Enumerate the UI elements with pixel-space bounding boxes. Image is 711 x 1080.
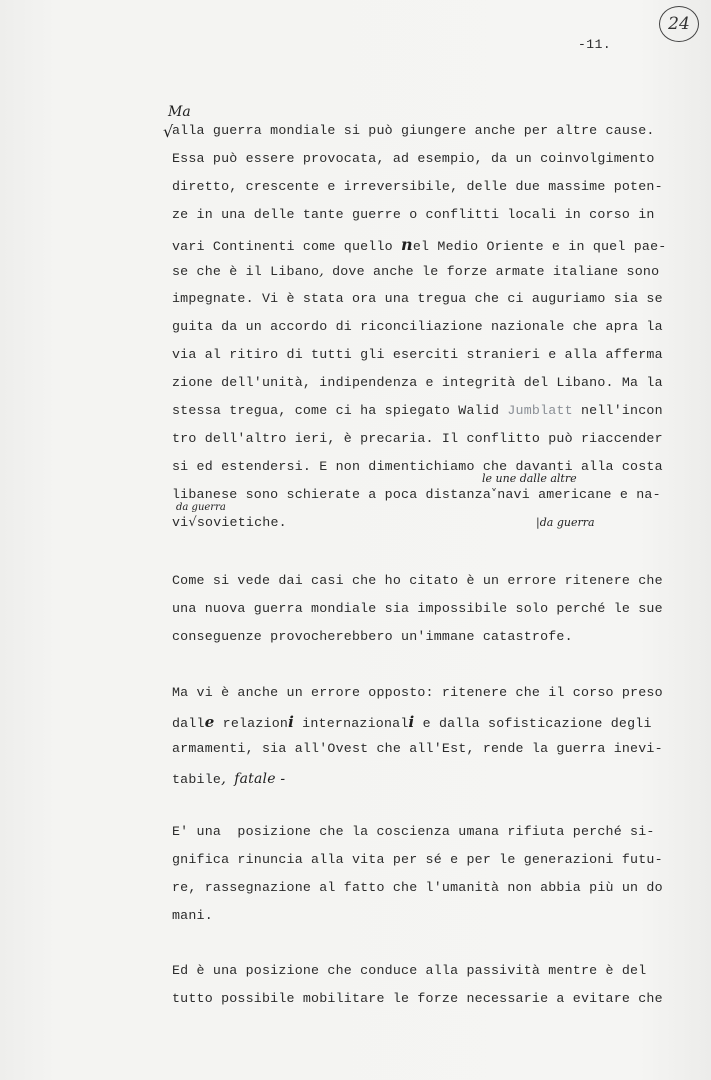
- text-line: Ma vi è anche un errore opposto: ritenere che il corso preso: [172, 685, 663, 700]
- text-line: guita da un accordo di riconciliazione nazionale che apra la: [172, 319, 663, 334]
- text-segment: libanese sono schierate a poca distanza: [172, 487, 491, 502]
- text-line: tro dell'altro ieri, è precaria. Il conflitto può riaccender: [172, 431, 663, 446]
- text-line: gnifica rinuncia alla vita per sé e per le generazioni futu-: [172, 852, 663, 867]
- text-segment: stessa tregua, come ci ha spiegato Walid: [172, 403, 508, 418]
- text-line: [172, 403, 663, 418]
- text-line: [172, 769, 285, 787]
- stamp-number: 24: [668, 14, 690, 34]
- handwritten-da-guerra-2: [536, 516, 595, 529]
- text-line: zione dell'unità, indipendenza e integrità del Libano. Ma la: [172, 375, 663, 390]
- text-line: conseguenze provocherebbero un'immane catastrofe.: [172, 629, 573, 644]
- text-segment: tabile: [172, 772, 222, 787]
- text-segment: vari Continenti come quello: [172, 239, 402, 254]
- handwritten-correction: e: [204, 713, 215, 731]
- handwritten-ma: Ma: [168, 104, 191, 120]
- text-line: diretto, crescente e irreversibile, delle due massime poten-: [172, 179, 663, 194]
- text-segment: e dalla sofisticazione degli: [414, 716, 652, 731]
- handwritten-fatale: fatale -: [234, 771, 286, 787]
- text-line: E' una posizione che la coscienza umana rifiuta perché si-: [172, 824, 655, 839]
- handwritten-correction: i: [288, 713, 294, 731]
- text-segment: se che è il Libano: [172, 264, 320, 279]
- text-line: [172, 263, 659, 279]
- text-segment: internazional: [294, 716, 409, 731]
- text-segment: nell'incon: [572, 403, 663, 418]
- text-line: una nuova guerra mondiale sia impossibile solo perché le sue: [172, 601, 663, 616]
- text-line: ze in una delle tante guerre o conflitti locali in corso in: [172, 207, 655, 222]
- handwritten-correction: n: [401, 235, 413, 254]
- text-line: Ed è una posizione che conduce alla passività mentre è del: [172, 963, 647, 978]
- handwritten-comma: ,: [221, 769, 227, 787]
- text-segment: navi americane e na-: [497, 487, 661, 502]
- text-segment: sovietiche.: [196, 515, 287, 530]
- text-line: mani.: [172, 908, 213, 923]
- text-segment: dove anche le forze armate italiane sono: [323, 264, 660, 279]
- text-segment: vi: [172, 515, 189, 530]
- text-line: re, rassegnazione al fatto che l'umanità non abbia più un do: [172, 880, 663, 895]
- insert-caret-icon: √: [163, 122, 174, 141]
- page-number: -11.: [578, 37, 612, 52]
- handwritten-le-une-dalle-altre: le une dalle altre: [482, 472, 577, 485]
- text-line: [172, 487, 661, 502]
- text-line: alla guerra mondiale si può giungere anche per altre cause.: [172, 123, 655, 138]
- handwritten-comma: ,: [319, 263, 324, 279]
- insert-caret-icon: ˅: [491, 487, 498, 501]
- text-segment: dall: [172, 716, 205, 731]
- page-stamp: [659, 6, 699, 42]
- handwritten-text: da guerra: [539, 516, 595, 529]
- insert-caret-icon: √: [188, 515, 197, 530]
- text-line: Essa può essere provocata, ad esempio, da un coinvolgimento: [172, 151, 655, 166]
- text-line: si ed estendersi. E non dimentichiamo che davanti alla costa: [172, 459, 663, 474]
- handwritten-correction: i: [408, 713, 415, 731]
- text-line: [172, 713, 652, 731]
- text-line: impegnate. Vi è stata ora una tregua che ci auguriamo sia se: [172, 291, 663, 306]
- insert-mark-icon: |: [536, 516, 540, 529]
- text-segment: relazion: [214, 716, 289, 731]
- text-line: armamenti, sia all'Ovest che all'Est, rende la guerra inevi-: [172, 741, 663, 756]
- text-line: Come si vede dai casi che ho citato è un errore ritenere che: [172, 573, 663, 588]
- text-line: tutto possibile mobilitare le forze necessarie a evitare che: [172, 991, 663, 1006]
- text-segment: el Medio Oriente e in quel pae-: [412, 239, 667, 254]
- text-line: [172, 515, 287, 530]
- faded-text: Jumblatt: [507, 403, 573, 418]
- handwritten-da-guerra-1: da guerra: [176, 502, 226, 513]
- text-line: via al ritiro di tutti gli eserciti stranieri e alla afferma: [172, 347, 663, 362]
- text-line: [172, 235, 666, 254]
